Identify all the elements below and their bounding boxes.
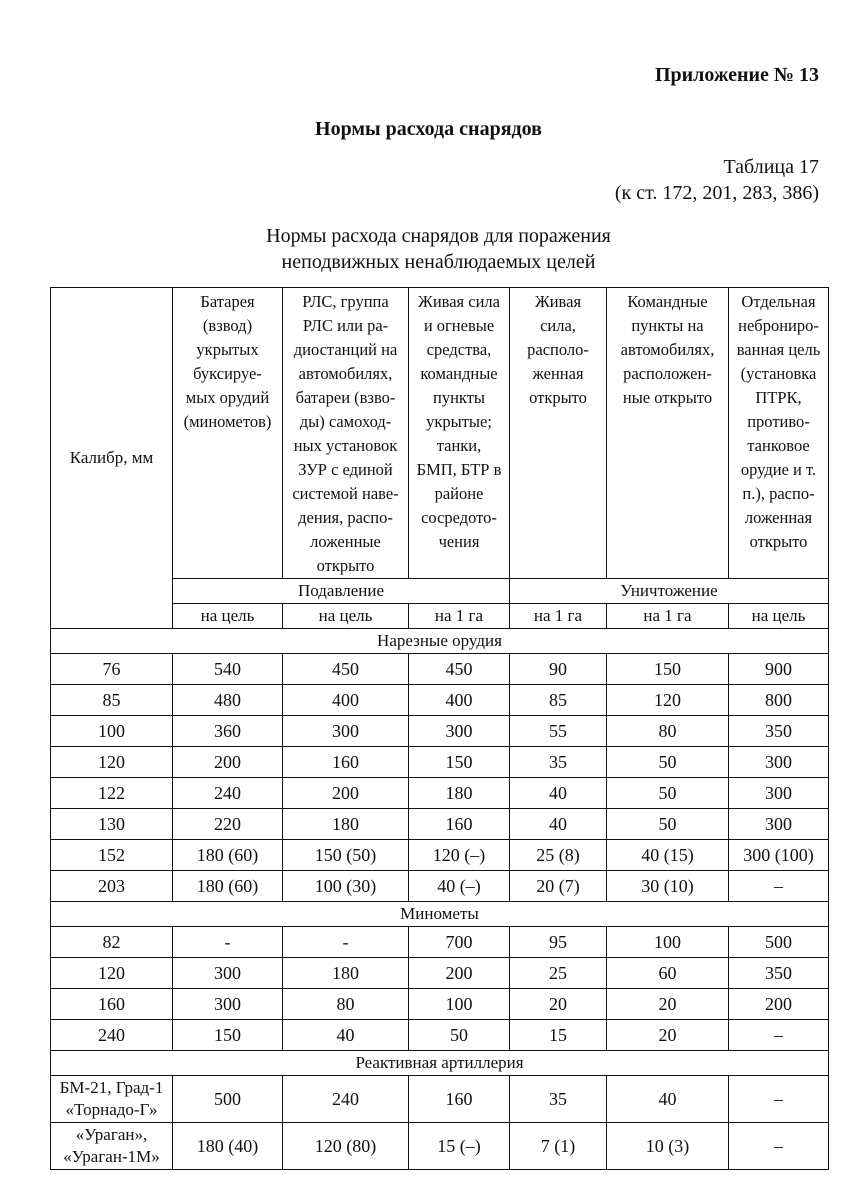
caliber-cell bbox=[51, 1076, 173, 1123]
caliber-cell: 130 bbox=[51, 809, 173, 840]
value-cell: 35 bbox=[510, 747, 607, 778]
unit-cell: на цель bbox=[173, 604, 283, 629]
header-line: и огневые bbox=[423, 316, 495, 335]
value-cell: – bbox=[729, 1123, 829, 1170]
caliber-cell: 120 bbox=[51, 958, 173, 989]
value-cell: 20 (7) bbox=[510, 871, 607, 902]
value-cell: 50 bbox=[409, 1020, 510, 1051]
value-cell: 100 bbox=[409, 989, 510, 1020]
value-cell: 350 bbox=[729, 958, 829, 989]
table-row bbox=[51, 809, 829, 840]
caliber-line: БМ-21, Град-1 bbox=[59, 1078, 164, 1097]
value-cell: 50 bbox=[607, 747, 729, 778]
table-row bbox=[51, 871, 829, 902]
value-cell: 240 bbox=[283, 1076, 409, 1123]
header-line: Живая bbox=[534, 292, 582, 311]
table-row bbox=[51, 778, 829, 809]
value-cell: 40 bbox=[510, 809, 607, 840]
value-cell: 300 bbox=[173, 958, 283, 989]
value-cell: 540 bbox=[173, 654, 283, 685]
table-row bbox=[51, 989, 829, 1020]
col-header-battery bbox=[173, 288, 283, 579]
unit-cell: на цель bbox=[283, 604, 409, 629]
table-row bbox=[51, 840, 829, 871]
table-row bbox=[51, 685, 829, 716]
value-cell: 300 bbox=[729, 809, 829, 840]
header-line: автомобилях, bbox=[298, 364, 393, 383]
value-cell: 300 (100) bbox=[729, 840, 829, 871]
col-header-command-posts bbox=[607, 288, 729, 579]
header-line: танковое bbox=[747, 436, 810, 455]
caliber-cell: 76 bbox=[51, 654, 173, 685]
section-title: Реактивная артиллерия bbox=[51, 1051, 829, 1076]
section-row bbox=[51, 1051, 829, 1076]
header-line: ные открыто bbox=[622, 388, 713, 407]
value-cell: 40 bbox=[607, 1076, 729, 1123]
value-cell: 150 bbox=[173, 1020, 283, 1051]
header-line: мых орудий bbox=[185, 388, 270, 407]
value-cell: 150 (50) bbox=[283, 840, 409, 871]
table-row bbox=[51, 654, 829, 685]
value-cell: 150 bbox=[409, 747, 510, 778]
caliber-header: Калибр, мм bbox=[51, 288, 173, 629]
caliber-cell: 122 bbox=[51, 778, 173, 809]
header-line: дения, распо- bbox=[298, 508, 393, 527]
header-line: орудие и т. bbox=[740, 460, 817, 479]
value-cell: 60 bbox=[607, 958, 729, 989]
value-cell: 50 bbox=[607, 778, 729, 809]
value-cell: – bbox=[729, 1076, 829, 1123]
header-line: открыто bbox=[529, 388, 587, 407]
value-cell: 200 bbox=[173, 747, 283, 778]
header-line: укрытых bbox=[196, 340, 259, 359]
header-line: укрытые; bbox=[426, 412, 492, 431]
value-cell: 300 bbox=[729, 747, 829, 778]
header-line: п.), распо- bbox=[742, 484, 815, 503]
value-cell: 25 (8) bbox=[510, 840, 607, 871]
value-cell: 10 (3) bbox=[607, 1123, 729, 1170]
header-line: Отдельная bbox=[741, 292, 816, 311]
value-cell: 480 bbox=[173, 685, 283, 716]
table-row bbox=[51, 716, 829, 747]
section-title: Нарезные орудия bbox=[51, 629, 829, 654]
header-line: ложенные bbox=[310, 532, 381, 551]
header-line: РЛС, группа bbox=[302, 292, 389, 311]
header-line: женная bbox=[532, 364, 584, 383]
value-cell: 180 bbox=[283, 809, 409, 840]
header-line: системой наве- bbox=[292, 484, 399, 503]
value-cell: 450 bbox=[283, 654, 409, 685]
table-row bbox=[51, 1076, 829, 1123]
header-line: ЗУР с единой bbox=[298, 460, 393, 479]
value-cell: 95 bbox=[510, 927, 607, 958]
value-cell: 80 bbox=[607, 716, 729, 747]
value-cell: 700 bbox=[409, 927, 510, 958]
value-cell: – bbox=[729, 1020, 829, 1051]
value-cell: 200 bbox=[729, 989, 829, 1020]
caliber-cell: 85 bbox=[51, 685, 173, 716]
table-row bbox=[51, 927, 829, 958]
value-cell: 30 (10) bbox=[607, 871, 729, 902]
col-header-radar bbox=[283, 288, 409, 579]
value-cell: 90 bbox=[510, 654, 607, 685]
value-cell: 900 bbox=[729, 654, 829, 685]
value-cell: 300 bbox=[729, 778, 829, 809]
appendix-label: Приложение № 13 bbox=[654, 64, 819, 86]
header-line: районе bbox=[434, 484, 484, 503]
value-cell: 160 bbox=[409, 1076, 510, 1123]
value-cell: 40 bbox=[283, 1020, 409, 1051]
caliber-cell: 203 bbox=[51, 871, 173, 902]
value-cell: – bbox=[729, 871, 829, 902]
caliber-cell: 240 bbox=[51, 1020, 173, 1051]
header-line: открыто bbox=[749, 532, 808, 551]
col-header-manpower-covered bbox=[409, 288, 510, 579]
value-cell: 20 bbox=[607, 1020, 729, 1051]
page-title: Нормы расхода снарядов bbox=[315, 118, 542, 140]
table-title-line1: Нормы расхода снарядов для поражения bbox=[266, 225, 611, 247]
header-line: командные bbox=[420, 364, 498, 383]
value-cell: 360 bbox=[173, 716, 283, 747]
value-cell: 200 bbox=[409, 958, 510, 989]
header-line: буксируе- bbox=[193, 364, 262, 383]
value-cell: 300 bbox=[409, 716, 510, 747]
value-cell: 15 bbox=[510, 1020, 607, 1051]
col-header-manpower-open bbox=[510, 288, 607, 579]
header-line: пункты на bbox=[631, 316, 704, 335]
header-line: противо- bbox=[747, 412, 810, 431]
value-cell: 500 bbox=[729, 927, 829, 958]
value-cell: 800 bbox=[729, 685, 829, 716]
caliber-cell: 100 bbox=[51, 716, 173, 747]
header-line: Живая сила bbox=[418, 292, 500, 311]
value-cell: 150 bbox=[607, 654, 729, 685]
header-line: чения bbox=[438, 532, 480, 551]
header-line: диостанций на bbox=[293, 340, 398, 359]
caliber-cell: 160 bbox=[51, 989, 173, 1020]
header-line: сосредото- bbox=[421, 508, 497, 527]
value-cell: 15 (–) bbox=[409, 1123, 510, 1170]
header-line: ных установок bbox=[293, 436, 398, 455]
unit-cell: на 1 га bbox=[409, 604, 510, 629]
header-line: Командные bbox=[627, 292, 708, 311]
section-row bbox=[51, 902, 829, 927]
value-cell: 20 bbox=[510, 989, 607, 1020]
value-cell: 100 (30) bbox=[283, 871, 409, 902]
value-cell: 300 bbox=[283, 716, 409, 747]
value-cell: - bbox=[283, 927, 409, 958]
value-cell: 40 (–) bbox=[409, 871, 510, 902]
header-line: батареи (взво- bbox=[295, 388, 396, 407]
caliber-cell: 120 bbox=[51, 747, 173, 778]
value-cell: 35 bbox=[510, 1076, 607, 1123]
value-cell: 400 bbox=[409, 685, 510, 716]
section-title: Минометы bbox=[51, 902, 829, 927]
table-title-line2: неподвижных ненаблюдаемых целей bbox=[281, 251, 596, 273]
header-line: (взвод) bbox=[202, 316, 253, 335]
header-line: сила, bbox=[540, 316, 576, 335]
group-destruction: Уничтожение bbox=[510, 579, 829, 604]
value-cell: 120 (–) bbox=[409, 840, 510, 871]
value-cell: 50 bbox=[607, 809, 729, 840]
header-line: (минометов) bbox=[183, 412, 272, 431]
caliber-line: «Ураган», bbox=[75, 1125, 148, 1144]
header-line: БМП, БТР в bbox=[416, 460, 502, 479]
value-cell: 7 (1) bbox=[510, 1123, 607, 1170]
header-line: ды) самоход- bbox=[299, 412, 392, 431]
table-title bbox=[0, 223, 857, 275]
value-cell: 240 bbox=[173, 778, 283, 809]
header-line: ванная цель bbox=[736, 340, 821, 359]
header-row bbox=[51, 288, 829, 579]
group-suppression: Подавление bbox=[173, 579, 510, 604]
value-cell: 180 bbox=[283, 958, 409, 989]
table-caption bbox=[615, 154, 819, 206]
table-row bbox=[51, 1020, 829, 1051]
value-cell: 180 bbox=[409, 778, 510, 809]
value-cell: 500 bbox=[173, 1076, 283, 1123]
header-line: (установка bbox=[740, 364, 817, 383]
header-line: РЛС или ра- bbox=[302, 316, 389, 335]
caliber-cell bbox=[51, 1123, 173, 1170]
value-cell: 55 bbox=[510, 716, 607, 747]
header-line: расположен- bbox=[623, 364, 712, 383]
value-cell: 160 bbox=[283, 747, 409, 778]
unit-cell: на цель bbox=[729, 604, 829, 629]
header-line: автомобилях, bbox=[620, 340, 715, 359]
section-row bbox=[51, 629, 829, 654]
header-line: неброниро- bbox=[738, 316, 819, 335]
table-number: Таблица 17 bbox=[723, 156, 819, 178]
table-row bbox=[51, 747, 829, 778]
caliber-cell: 152 bbox=[51, 840, 173, 871]
value-cell: 120 bbox=[607, 685, 729, 716]
header-line: открыто bbox=[316, 556, 375, 575]
value-cell: 450 bbox=[409, 654, 510, 685]
value-cell: 85 bbox=[510, 685, 607, 716]
value-cell: 400 bbox=[283, 685, 409, 716]
value-cell: 180 (40) bbox=[173, 1123, 283, 1170]
table-row bbox=[51, 1123, 829, 1170]
value-cell: 40 (15) bbox=[607, 840, 729, 871]
value-cell: 40 bbox=[510, 778, 607, 809]
value-cell: 100 bbox=[607, 927, 729, 958]
value-cell: 200 bbox=[283, 778, 409, 809]
value-cell: 180 (60) bbox=[173, 871, 283, 902]
unit-cell: на 1 га bbox=[510, 604, 607, 629]
unit-cell: на 1 га bbox=[607, 604, 729, 629]
header-line: Батарея bbox=[200, 292, 255, 311]
col-header-single-target bbox=[729, 288, 829, 579]
value-cell: 25 bbox=[510, 958, 607, 989]
value-cell: 180 (60) bbox=[173, 840, 283, 871]
table-row bbox=[51, 958, 829, 989]
consumption-norms-table bbox=[50, 287, 829, 1170]
header-line: танки, bbox=[436, 436, 482, 455]
header-line: ложенная bbox=[744, 508, 813, 527]
header-line: ПТРК, bbox=[755, 388, 802, 407]
value-cell: 300 bbox=[173, 989, 283, 1020]
value-cell: - bbox=[173, 927, 283, 958]
value-cell: 350 bbox=[729, 716, 829, 747]
value-cell: 80 bbox=[283, 989, 409, 1020]
caliber-cell: 82 bbox=[51, 927, 173, 958]
value-cell: 120 (80) bbox=[283, 1123, 409, 1170]
header-line: пункты bbox=[432, 388, 485, 407]
header-line: средства, bbox=[426, 340, 492, 359]
table-reference: (к ст. 172, 201, 283, 386) bbox=[614, 182, 819, 204]
caliber-line: «Ураган-1М» bbox=[63, 1147, 160, 1166]
caliber-line: «Торнадо-Г» bbox=[65, 1100, 158, 1119]
value-cell: 160 bbox=[409, 809, 510, 840]
value-cell: 20 bbox=[607, 989, 729, 1020]
value-cell: 220 bbox=[173, 809, 283, 840]
header-line: располо- bbox=[527, 340, 589, 359]
